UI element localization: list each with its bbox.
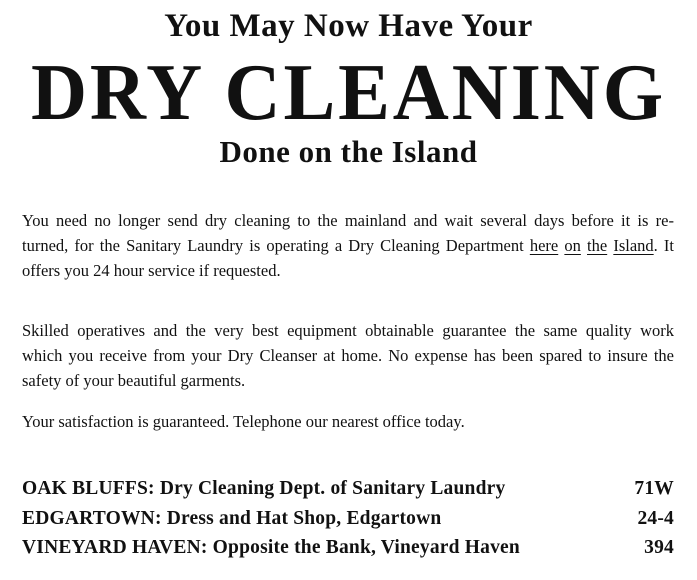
headline-sub: Done on the Island [219, 134, 478, 169]
office-phone: 24-4 [637, 507, 674, 529]
underlined-word: on [564, 236, 581, 255]
text-run: . It [653, 236, 674, 255]
office-info [22, 533, 520, 563]
office-info [22, 504, 441, 534]
headline-main: DRY CLEANING [30, 49, 667, 137]
office-place: OAK BLUFFS: [22, 478, 155, 499]
paragraph-line: Your satisfaction is guaranteed. Telephone our nearest office today. [22, 412, 465, 431]
office-row-oak-bluffs [22, 474, 674, 504]
office-place: EDGARTOWN: [22, 507, 162, 529]
office-phone: 71W [634, 478, 674, 499]
office-description: Dress and Hat Shop, Edgartown [166, 507, 442, 529]
office-info [22, 474, 505, 504]
office-phone: 394 [644, 537, 674, 558]
office-place: VINEYARD HAVEN: [22, 537, 208, 558]
paragraph-line: Skilled operatives and the very best equipment obtainable guarantee the same quality work [22, 321, 674, 340]
paragraph-intro [22, 208, 674, 283]
paragraph-line [22, 233, 674, 258]
paragraph-line: which you receive from your Dry Cleanser at home. No expense has been spared to insure the [22, 346, 674, 365]
paragraph-line: You need no longer send dry cleaning to the mainland and wait several days before it is re- [22, 211, 674, 230]
underlined-word: the [587, 236, 608, 255]
office-row-vineyard-haven [22, 533, 674, 563]
office-description: Opposite the Bank, Vineyard Haven [212, 537, 520, 558]
paragraph-line: offers you 24 hour service if requested. [22, 261, 281, 280]
office-row-edgartown [22, 504, 674, 534]
paragraph-quality [22, 318, 674, 393]
underlined-word: Island [613, 236, 654, 255]
headline-top: You May Now Have Your [164, 8, 533, 44]
text-run: turned, for the Sanitary Laundry is operating a Dry Cleaning Department [22, 236, 530, 255]
paragraph-satisfaction [22, 409, 674, 434]
underlined-word: here [529, 236, 559, 255]
office-description: Dry Cleaning Dept. of Sanitary Laundry [159, 478, 506, 499]
paragraph-line: safety of your beautiful garments. [22, 371, 246, 390]
office-list [22, 474, 674, 563]
